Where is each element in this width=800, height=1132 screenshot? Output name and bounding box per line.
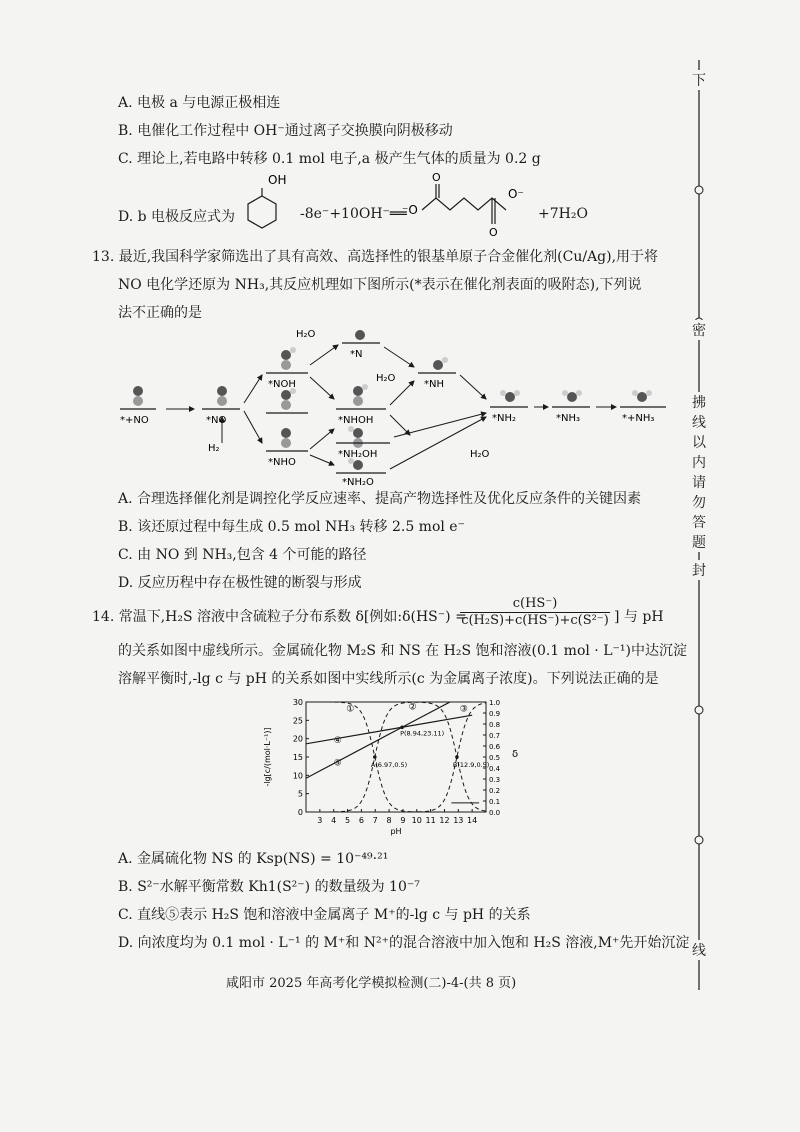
h2o-label-3: H₂O — [470, 449, 490, 460]
q12-option-c: C. 理论上,若电路中转移 0.1 mol 电子,a 极产生气体的质量为 0.2 g — [118, 151, 541, 167]
reaction-mechanism-diagram — [110, 325, 690, 485]
svg-text:OH: OH — [268, 173, 287, 187]
y-tick-label: 10 — [292, 771, 303, 781]
margin-char: 线 — [689, 412, 709, 432]
series-curve-① — [306, 702, 486, 812]
svg-text:O: O — [489, 226, 498, 239]
y2-tick-label: 0.1 — [489, 798, 501, 806]
h2o-label-1: H₂O — [296, 329, 316, 340]
y2-tick-label: 0.5 — [489, 754, 501, 762]
plot-frame — [306, 702, 486, 812]
annotation-label: B(12.9,0.5) — [452, 761, 490, 769]
q13-option-b: B. 该还原过程中每生成 0.5 mol NH₃ 转移 2.5 mol e⁻ — [118, 519, 465, 535]
margin-char: 请 — [689, 472, 709, 492]
x-tick-label: 14 — [467, 816, 478, 825]
y2-axis-label: δ — [512, 749, 519, 760]
distribution-fraction: c(HS⁻) c(H₂S)+c(HS⁻)+c(S²⁻) — [461, 596, 609, 628]
annotation-point — [373, 755, 377, 759]
margin-char: 封 — [689, 560, 709, 580]
species-no-ads: *NO — [206, 415, 227, 426]
q14-option-b: B. S²⁻水解平衡常数 Kh1(S²⁻) 的数量级为 10⁻⁷ — [118, 879, 420, 895]
y2-tick-label: 0.2 — [489, 787, 501, 795]
species-nh2oh: *NH₂OH — [338, 449, 378, 460]
species-nh3-desorbed: *+NH₃ — [622, 413, 655, 424]
x-tick-label: 13 — [453, 816, 464, 825]
y2-tick-label: 0.8 — [489, 721, 501, 729]
h2-label: H₂ — [208, 443, 220, 454]
curve-label: ④ — [333, 735, 342, 746]
y-axis-label: -lg[c/(mol·L⁻¹)] — [263, 727, 272, 787]
q14-stem-line1: 14. 常温下,H₂S 溶液中含硫粒子分布系数 δ[例如:δ(HS⁻) = c(HS⁻) c(H₂S)+c(HS⁻)+c(S²⁻) ] 与 pH — [92, 596, 664, 628]
q14-stem-line2: 的关系如图中虚线所示。金属硫化物 M₂S 和 NS 在 H₂S 饱和溶液(0.1 mol · L⁻¹)中达沉淀 — [118, 643, 687, 659]
y2-tick-label: 0.7 — [489, 732, 501, 740]
q13-stem-line1: 13. 最近,我国科学家筛选出了具有高效、高选择性的银基单原子合金催化剂(Cu/Ag),用于将 — [92, 249, 659, 265]
q13-stem-line3: 法不正确的是 — [118, 305, 202, 321]
x-tick-label: 5 — [344, 816, 351, 825]
species-nh: *NH — [424, 379, 444, 390]
margin-char: 答 — [689, 512, 709, 532]
y-tick-label: 20 — [292, 734, 303, 744]
margin-char: 内 — [689, 452, 709, 472]
x-tick-label: 10 — [411, 816, 422, 825]
x-tick-label: 11 — [425, 816, 436, 825]
q12-option-d-suffix: +7H₂O — [538, 206, 588, 222]
species-nh3: *NH₃ — [556, 413, 581, 424]
y-tick-label: 5 — [297, 789, 303, 799]
h2o-label-2: H₂O — [376, 373, 396, 384]
y-tick-label: 0 — [297, 808, 303, 817]
species-nho: *NHO — [268, 457, 296, 468]
y-tick-label: 30 — [292, 698, 303, 707]
species-nh2: *NH₂ — [492, 413, 517, 424]
svg-text:O: O — [432, 171, 441, 184]
x-tick-label: 8 — [386, 816, 392, 825]
q14-option-c: C. 直线⑤表示 H₂S 饱和溶液中金属离子 M⁺的-lg c 与 pH 的关系 — [118, 907, 531, 923]
curve-label: ② — [408, 702, 417, 713]
svg-text:⁻O: ⁻O — [402, 203, 418, 217]
svg-text:O⁻: O⁻ — [508, 187, 524, 201]
ph-distribution-chart — [250, 694, 550, 844]
margin-char: 勿 — [689, 492, 709, 512]
margin-char: 以 — [689, 432, 709, 452]
q13-option-c: C. 由 NO 到 NH₃,包含 4 个可能的路径 — [118, 547, 367, 563]
q12-option-d — [118, 170, 678, 240]
page-footer: 咸阳市 2025 年高考化学模拟检测(二)-4-(共 8 页) — [226, 976, 517, 991]
y-tick-label: 25 — [292, 716, 303, 726]
q12-option-b: B. 电催化工作过程中 OH⁻通过离子交换膜向阴极移动 — [118, 123, 453, 139]
curve-label: ③ — [459, 704, 468, 715]
margin-char: 题 — [689, 532, 709, 552]
x-tick-label: 4 — [331, 816, 337, 825]
species-noh: *NOH — [268, 379, 296, 390]
y2-tick-label: 1.0 — [489, 699, 501, 707]
curve-label: ① — [346, 704, 355, 715]
x-tick-label: 7 — [372, 816, 378, 825]
species-n: *N — [350, 349, 363, 360]
q13-stem-line2: NO 电化学还原为 NH₃,其反应机理如下图所示(*表示在催化剂表面的吸附态),下列说 — [118, 277, 642, 293]
q14-option-a: A. 金属硫化物 NS 的 Ksp(NS) = 10⁻⁴⁹·²¹ — [118, 851, 389, 867]
y2-tick-label: 0.6 — [489, 743, 501, 751]
x-tick-label: 3 — [317, 816, 323, 825]
annotation-point — [455, 755, 459, 759]
q12-option-d-middle: -8e⁻+10OH⁻══ — [300, 206, 407, 222]
q12-option-a: A. 电极 a 与电源正极相连 — [118, 95, 281, 111]
series-line-④ — [306, 715, 472, 744]
x-tick-label: 6 — [358, 816, 364, 825]
x-tick-label: 9 — [400, 816, 406, 825]
y-tick-label: 15 — [292, 753, 303, 762]
y2-tick-label: 0.4 — [489, 765, 501, 773]
cyclohexanol-structure — [238, 170, 298, 240]
species-nhoh: *NHOH — [338, 415, 374, 426]
species-no: *+NO — [120, 415, 149, 426]
x-tick-label: 12 — [439, 816, 450, 825]
margin-char: 线 — [689, 940, 709, 960]
y2-tick-label: 0.3 — [489, 776, 501, 784]
margin-char: 拂 — [689, 392, 709, 412]
q13-option-d: D. 反应历程中存在极性键的断裂与形成 — [118, 575, 362, 591]
curve-label: ⑤ — [333, 758, 342, 769]
y2-tick-label: 0.0 — [489, 809, 501, 817]
q13-option-a: A. 合理选择催化剂是调控化学反应速率、提高产物选择性及优化反应条件的关键因素 — [118, 491, 642, 507]
adipate-structure — [398, 170, 528, 240]
series-curve-② — [306, 702, 486, 812]
margin-char: 下 — [689, 70, 709, 90]
q12-option-d-prefix: D. b 电极反应式为 — [118, 209, 236, 225]
species-nh2o: *NH₂O — [342, 477, 374, 485]
annotation-label: P(8.94,23.11) — [400, 729, 445, 738]
x-axis-label: pH — [390, 827, 402, 836]
series-curve-③ — [306, 703, 486, 812]
q14-stem-line3: 溶解平衡时,-lg c 与 pH 的关系如图中实线所示(c 为金属离子浓度)。下列说法正确的是 — [118, 671, 659, 687]
annotation-label: A(6.97,0.5) — [370, 761, 408, 769]
y2-tick-label: 0.9 — [489, 710, 501, 718]
margin-char: 密 — [689, 320, 709, 340]
q14-option-d: D. 向浓度均为 0.1 mol · L⁻¹ 的 M⁺和 N²⁺的混合溶液中加入饱和 H₂S 溶液,M⁺先开始沉淀 — [118, 935, 690, 951]
